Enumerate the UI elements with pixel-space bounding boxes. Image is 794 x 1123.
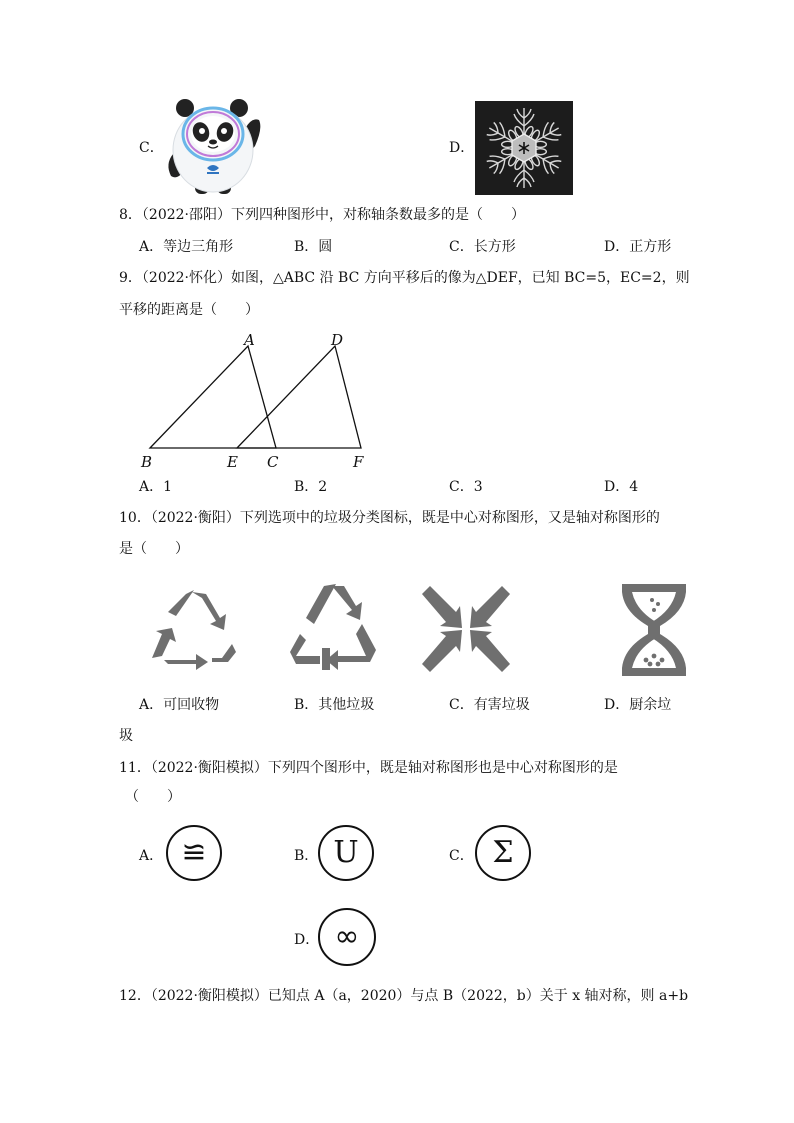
q8-option-c: C．长方形: [449, 239, 516, 255]
union-symbol: U: [333, 835, 359, 870]
q10-stem-line2: 是（ ）: [119, 541, 189, 557]
infinity-symbol: ∞: [334, 919, 360, 954]
q10-option-a: A．可回收物: [139, 697, 220, 713]
q9-option-d: D．4: [604, 479, 639, 495]
q9-stem-line1: 9．（2022·怀化）如图，△ABC 沿 BC 方向平移后的像为△DEF，已知 BC=5，EC=2，则: [119, 270, 690, 286]
recyclable-icon: [146, 586, 240, 672]
q12-stem: 12．（2022·衡阳模拟）已知点 A（a，2020）与点 B（2022，b）关于 x 轴对称，则 a+b: [119, 988, 689, 1004]
q8-option-d: D．正方形: [604, 239, 672, 255]
q11-option-c-symbol-circle: [475, 825, 531, 881]
point-label-f: F: [353, 453, 364, 471]
q11-option-b-label: B．: [294, 848, 319, 864]
q9-option-b: B．2: [294, 479, 328, 495]
q11-option-d-label: D．: [294, 932, 320, 948]
point-label-a: A: [244, 331, 255, 349]
q11-stem-line1: 11．（2022·衡阳模拟）下列四个图形中，既是轴对称图形也是中心对称图形的是: [119, 760, 618, 776]
q10-option-d: D．厨余垃: [604, 697, 672, 713]
q11-option-a-symbol-circle: [166, 825, 222, 881]
q8-option-b: B．圆: [294, 239, 333, 255]
q11-stem-line2: （ ）: [125, 789, 181, 805]
q8-stem: 8．（2022·邵阳）下列四种图形中，对称轴条数最多的是（ ）: [119, 207, 525, 223]
point-label-d: D: [331, 331, 344, 349]
q11-option-b-symbol-circle: [318, 825, 374, 881]
kitchen-waste-icon: [614, 582, 694, 678]
q9-option-c: C．3: [449, 479, 483, 495]
option-c-label: C．: [139, 140, 164, 156]
point-label-c: C: [267, 453, 279, 471]
point-label-b: B: [141, 453, 153, 471]
sigma-symbol: Σ: [492, 835, 514, 870]
q10-option-c: C．有害垃圾: [449, 697, 530, 713]
q10-option-d-wrap: 圾: [119, 728, 133, 744]
point-label-e: E: [227, 453, 238, 471]
q9-option-a: A．1: [139, 479, 173, 495]
q9-stem-line2: 平移的距离是（ ）: [119, 302, 259, 318]
congruent-symbol: ≌: [181, 835, 207, 870]
q11-option-c-label: C．: [449, 848, 474, 864]
q8-option-a: A．等边三角形: [139, 239, 234, 255]
hazardous-waste-icon: [418, 584, 514, 674]
q10-stem-line1: 10．（2022·衡阳）下列选项中的垃圾分类图标，既是中心对称图形，又是轴对称图形的: [119, 510, 660, 526]
q10-option-b: B．其他垃圾: [294, 697, 375, 713]
q11-option-d-symbol-circle: [318, 908, 376, 966]
q11-option-a-label: A．: [139, 848, 164, 864]
other-waste-icon: [286, 580, 380, 674]
option-d-label: D．: [449, 140, 475, 156]
